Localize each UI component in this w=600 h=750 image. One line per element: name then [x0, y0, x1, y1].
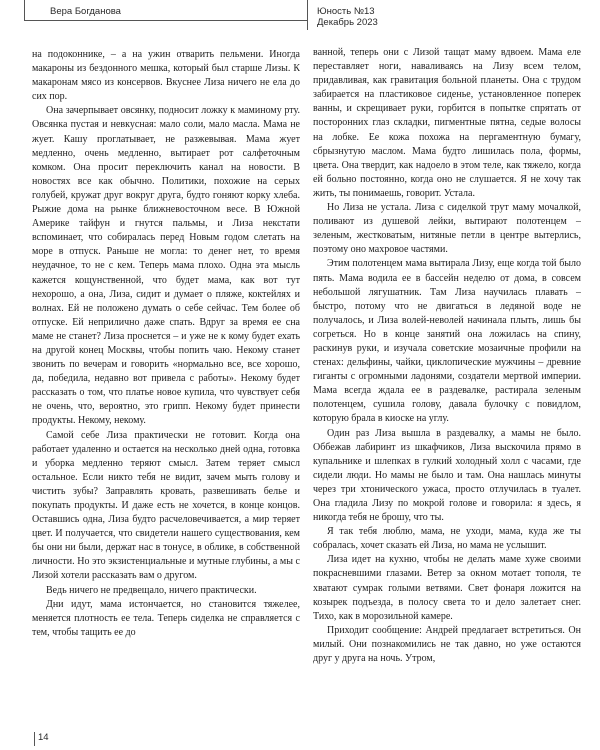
paragraph: Лиза идет на кухню, чтобы не делать маме хуже своими покрасневшими глазами. Ветер за окном мотает тополя, те хватают сумрак голыми ветвями. Свет фонаря ложится на козырек подъезда, в полосу света то и дело залетает снег. Тихо, как в морозильной камере. [313, 554, 581, 622]
header-divider-left [24, 0, 25, 20]
text-column-right [313, 46, 581, 724]
issue-date: Декабрь 2023 [317, 17, 378, 28]
paragraph: ванной, теперь они с Лизой тащат маму вдвоем. Мама еле переставляет ноги, наваливаясь на Лизу всем телом, придавливая, как гравитация больной планеты. Она с трудом забирается на пластиковое сиденье, установленное поперек ванны, и скрещивает руки, горбится в попытке спрятать от посторонних глаз складки, пигментные пятна, седые волосы на лобке. Ее кожа похожа на пергаментную бумагу, сбрызнутую маслом. Мама будто лишилась пола, формы, цвета. Она твердит, как надоело в этом теле, как тяжело, когда ей больно постоянно, когда оно не слушается. Я не хочу так жить, ты понимаешь, говорит. Устала. [313, 47, 581, 199]
paragraph: Приходит сообщение: Андрей предлагает встретиться. Он милый. Они познакомились не так давно, но уже остаются друг у друга на ночь. Утром, [313, 624, 581, 665]
running-header [0, 0, 600, 40]
paragraph: Ведь ничего не предвещало, ничего практически. [46, 584, 257, 596]
paragraph: Дни идут, мама истончается, но становится тяжелее, меняется плотность ее тела. Теперь сиделка не справляется с тем, чтобы тащить ее до [32, 598, 300, 638]
paragraph: Один раз Лиза вышла в раздевалку, а мамы не было. Оббежав лабиринт из шкафчиков, Лиза выскочила прямо в купальнике и шлепках в гулкий холодный холл с часами, где сидели люди. Но мамы не было и там. Она нашлась минуты через три хтонического ужаса, просто отлучилась в туалет. Она гладила Лизу по мокрой голове и говорила: я здесь, я никогда тебя не брошу, что ты. [313, 427, 581, 524]
journal-info [317, 6, 378, 28]
paragraph: Самой себе Лиза практически не готовит. Когда она работает удаленно и остается на несколько дней одна, готовка и уборка медленно теряют смысл. Затем теряет смысл остальное. Если никто тебя не видит, зачем мыть голову и чистить зубы? Заправлять кровать, развешивать белье и покупать продукты. И даже есть не хочется, в конце концов. Оставшись одна, Лиза будто расчеловечивается, а мир теряет цвет. И получается, что свидетели нашего существования, кем бы они ни были, держат нас в тонусе, в облике, в собственной личности. Но это экзистенциальные и мутные глубины, а мы с Лизой хотели рассказать вам о другом. [32, 429, 300, 582]
header-divider-center [307, 0, 308, 30]
header-rule [24, 20, 307, 21]
page-number: 14 [38, 732, 49, 743]
paragraph: на подоконнике, – а на ужин отварить пельмени. Иногда макароны из бездонного мешка, который был старше Лизы. К макаронам мясо из консервов. Вкуснее Лиза ничего не ела до сих пор. [32, 49, 300, 103]
paragraph: Этим полотенцем мама вытирала Лизу, еще когда той было пять. Мама водила ее в бассейн неделю от дома, в совсем небольшой лягушатник. Там Лиза научилась плавать – быстро, потому что не двигаться в ледяной воде не получалось, и Лиза волей-неволей начинала плыть, лишь бы согреться. Но в конце занятий она ложилась на спину, раскинув руки, и изучала советские мозаичные профили на стенах: дельфины, чайки, циклопические мужчины – древние гиганты с огромными ладонями, создатели мертвой империи. Мама всегда ждала ее в раздевалке, растирала зеленым полотенцем, сушила голову, давала булочку с повидлом, которую брала в киоске на углу. [313, 258, 581, 425]
paragraph: Но Лиза не устала. Лиза с сиделкой трут маму мочалкой, поливают из душевой лейки, вытирают полотенцем – зеленым, жестковатым, нитяные петли в центре вытерлись, поэтому оно махровое частями. [313, 202, 581, 256]
paragraph: Я так тебя люблю, мама, не уходи, мама, куда же ты собралась, хочет сказать ей Лиза, но мама не услышит. [313, 526, 581, 552]
journal-title: Юность №13 [317, 6, 375, 17]
footer-divider [34, 732, 35, 746]
paragraph: Она зачерпывает овсянку, подносит ложку к маминому рту. Овсянка пустая и невкусная: мало соли, мало масла. Мама не жует. Кашу проглатывает, не разжевывая. Мама жует медленно, очень медленно, вытирает рот салфеточным комком. Она просит переключить канал на новости. В новостях все как обычно. Политики, похожие на серых голубей, кружат друг вокруг друга, будто гоняют корку хлеба. Рыжие дома на рынке ближневосточном весе. В Южной Америке тайфун и гнутся пальмы, и Лиза некстати вспоминает, что собиралась перед Новым годом слетать на море в отпуск. Раньше не могла: то денег нет, то время неудачное, то не с кем. Теперь мама плохо. Одна эта мысль кажется кощунственной, что будет мама, как вот тут нехорошо, а она, Лиза, сидит и думает о пляже, коктейлях и волнах. Ей не положено думать о себе сейчас. Тем более об отпуске. Ей неприлично даже спать. Вдруг за время ее сна маме не станет? Лиза проснется – и уже не к кому будет ехать на другой конец Москвы, чтобы попить чаю. Некому станет звонить по вечерам и говорить «нормально все, все хорошо, да, победила, недавно вот привела с работы». Некому будет рассказать о том, что платье новое купила, что чувствует себя не очень, что, вероятно, это грипп. Некому будет принести продукты. Некому, некому. [32, 105, 300, 427]
text-column-left [32, 48, 300, 726]
page-footer [16, 732, 586, 750]
author-name: Вера Богданова [50, 6, 121, 17]
